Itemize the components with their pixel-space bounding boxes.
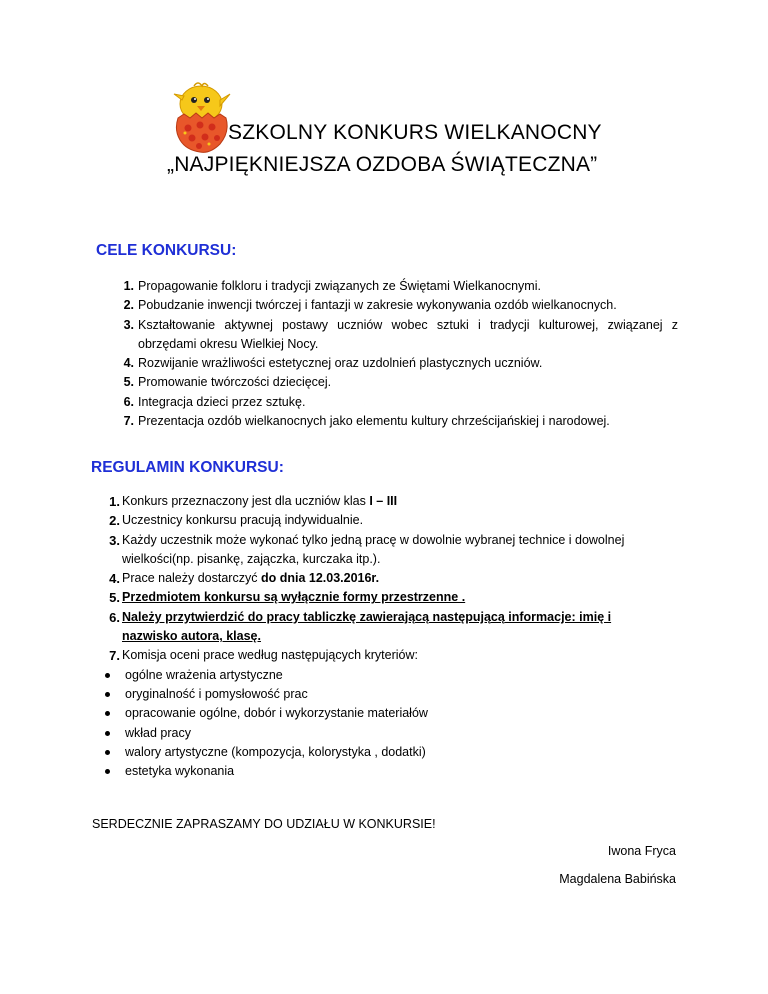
item-number: 3. (123, 317, 134, 332)
item-text: Uczestnicy konkursu pracują indywidualnie. (122, 513, 364, 528)
item-number: 7. (109, 648, 120, 664)
item-number: 2. (109, 513, 120, 529)
list-item (116, 277, 678, 296)
regulamin-list (100, 492, 662, 781)
item-text: Każdy uczestnik może wykonać tylko jedną pracę w dowolnie wybranej technice i dowolnej wielkości(np. pisankę, zajączka, kurczaka itp.). (122, 532, 625, 566)
item-number: 4. (123, 356, 134, 371)
list-item (100, 569, 662, 588)
criteria-item: opracowanie ogólne, dobór i wykorzystanie materiałów (100, 704, 662, 723)
item-number: 6. (123, 394, 134, 409)
list-item (116, 316, 678, 355)
criteria-item: estetyka wykonania (100, 762, 662, 781)
page-title-line-2: „NAJPIĘKNIEJSZA OZDOBA ŚWIĄTECZNA” (167, 153, 598, 176)
cele-heading: CELE KONKURSU: (96, 242, 237, 259)
list-item (100, 531, 662, 570)
item-text: Przedmiotem konkursu są wyłącznie formy przestrzenne . (122, 590, 466, 605)
list-item (100, 588, 662, 607)
criteria-item: ogólne wrażenia artystyczne (100, 666, 662, 685)
list-item (116, 373, 678, 392)
item-number: 7. (123, 414, 134, 429)
item-text: Prezentacja ozdób wielkanocnych jako elementu kultury chrześcijańskiej i narodowej. (138, 414, 610, 429)
item-number: 5. (109, 590, 120, 606)
criteria-item: wkład pracy (100, 724, 662, 743)
list-item (100, 608, 662, 647)
list-item (116, 354, 678, 373)
item-number: 1. (123, 279, 134, 293)
criteria-item: oryginalność i pomysłowość prac (100, 685, 662, 704)
item-text: Konkurs przeznaczony jest dla uczniów klas I – III (122, 494, 398, 508)
item-number: 2. (123, 298, 134, 313)
cele-list (116, 277, 678, 431)
list-item (100, 646, 662, 781)
item-text: Rozwijanie wrażliwości estetycznej oraz uzdolnień plastycznych uczniów. (138, 356, 543, 371)
item-text: Pobudzanie inwencji twórczej i fantazji w zakresie wykonywania ozdób wielkanocnych. (138, 298, 617, 313)
item-text: Propagowanie folkloru i tradycji związanych ze Świętami Wielkanocnymi. (138, 279, 541, 293)
item-text: Należy przytwierdzić do pracy tabliczkę zawierającą następującą informacje: imię i nazwisko autora, klasę. (122, 609, 612, 644)
item-number: 3. (109, 532, 120, 548)
item-text: Kształtowanie aktywnej postawy uczniów wobec sztuki i tradycji kulturowej, związanej z obrzędami okresu Wielkiej Nocy. (138, 317, 678, 351)
closing-invitation: SERDECZNIE ZAPRASZAMY DO UDZIAŁU W KONKURSIE! (92, 817, 436, 831)
list-item (100, 492, 662, 511)
list-item (116, 296, 678, 315)
item-text: Integracja dzieci przez sztukę. (138, 394, 306, 409)
signature-2: Magdalena Babińska (559, 872, 676, 886)
regulamin-heading: REGULAMIN KONKURSU: (91, 459, 284, 476)
signature-1: Iwona Fryca (607, 844, 676, 858)
easter-chick-icon (170, 80, 234, 154)
item-text: Promowanie twórczości dziecięcej. (138, 375, 332, 390)
criteria-list (100, 666, 662, 782)
item-number: 5. (123, 375, 134, 390)
item-number: 1. (109, 494, 120, 509)
item-text: Prace należy dostarczyć do dnia 12.03.2016r. (122, 571, 380, 586)
item-number: 4. (109, 571, 120, 587)
list-item (100, 511, 662, 530)
criteria-item: walory artystyczne (kompozycja, kolorystyka , dodatki) (100, 743, 662, 762)
list-item (116, 393, 678, 412)
list-item (116, 412, 678, 431)
page-title-line-1: SZKOLNY KONKURS WIELKANOCNY (228, 121, 602, 144)
item-text: Komisja oceni prace według następujących kryteriów: ogólne wrażenia artystyczne oryginalność i pomysłowość prac opracowanie ogólne, dobór i wykorzystanie materiałów wkład pracy walory artystyczne (kompozycja, kolorystyka , dodatki) estetyka wykonania (122, 646, 662, 781)
item-number: 6. (109, 609, 120, 625)
